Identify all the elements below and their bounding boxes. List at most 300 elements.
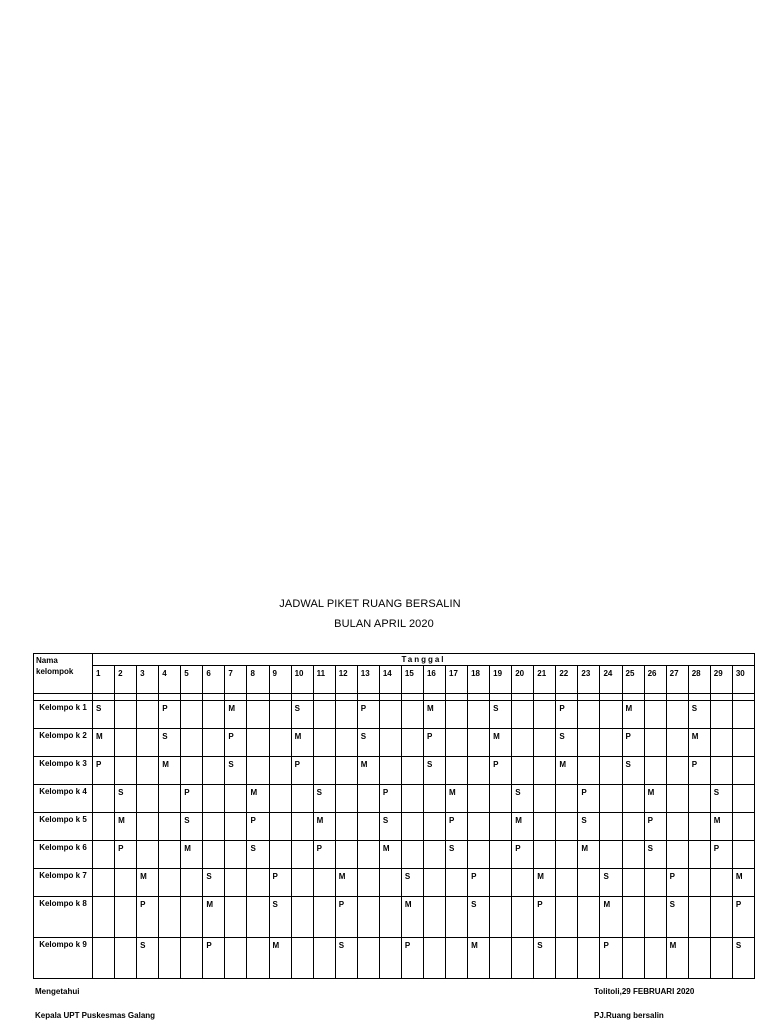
shift-cell [423, 869, 445, 897]
shift-cell [534, 701, 556, 729]
shift-cell [93, 938, 115, 979]
shift-cell [512, 729, 534, 757]
shift-cell [159, 897, 181, 938]
shift-cell [666, 757, 688, 785]
shift-cell [115, 757, 137, 785]
shift-cell: S [225, 757, 247, 785]
shift-cell [379, 897, 401, 938]
shift-cell [512, 757, 534, 785]
shift-cell [600, 841, 622, 869]
shift-cell: P [446, 813, 468, 841]
shift-cell [379, 701, 401, 729]
shift-cell [688, 897, 710, 938]
shift-cell: S [357, 729, 379, 757]
shift-cell: P [203, 938, 225, 979]
shift-cell [93, 813, 115, 841]
spacer-cell [247, 694, 269, 701]
shift-cell: M [556, 757, 578, 785]
shift-cell [137, 841, 159, 869]
shift-cell: P [732, 897, 754, 938]
shift-cell [666, 785, 688, 813]
day-header-19: 19 [490, 666, 512, 694]
spacer-cell [269, 694, 291, 701]
shift-cell [247, 729, 269, 757]
group-name: Kelompo k 3 [34, 757, 93, 785]
spacer-cell [644, 694, 666, 701]
shift-cell [468, 729, 490, 757]
shift-cell [446, 897, 468, 938]
shift-cell [181, 757, 203, 785]
spacer-cell [335, 694, 357, 701]
shift-cell [357, 897, 379, 938]
shift-cell: P [600, 938, 622, 979]
shift-cell: M [181, 841, 203, 869]
shift-cell: M [446, 785, 468, 813]
shift-cell: M [512, 813, 534, 841]
person-in-charge-label: PJ.Ruang bersalin [594, 1011, 664, 1020]
group-name: Kelompo k 6 [34, 841, 93, 869]
shift-cell: M [622, 701, 644, 729]
shift-cell [600, 785, 622, 813]
shift-cell: S [622, 757, 644, 785]
shift-cell [269, 785, 291, 813]
shift-cell: S [423, 757, 445, 785]
shift-cell [181, 897, 203, 938]
shift-cell [401, 701, 423, 729]
shift-cell [644, 757, 666, 785]
group-name: Kelompo k 5 [34, 813, 93, 841]
shift-cell: S [335, 938, 357, 979]
shift-cell [578, 897, 600, 938]
day-header-28: 28 [688, 666, 710, 694]
shift-cell [490, 897, 512, 938]
shift-cell [732, 757, 754, 785]
shift-cell [379, 869, 401, 897]
spacer-cell [666, 694, 688, 701]
shift-cell [732, 701, 754, 729]
shift-cell [710, 757, 732, 785]
group-row [34, 869, 755, 897]
spacer-cell [203, 694, 225, 701]
shift-cell [446, 729, 468, 757]
shift-cell: M [313, 813, 335, 841]
shift-cell [666, 729, 688, 757]
shift-cell [269, 729, 291, 757]
name-column-header: Nama kelompok [34, 654, 93, 694]
shift-cell: M [137, 869, 159, 897]
shift-cell: M [534, 869, 556, 897]
shift-cell [225, 813, 247, 841]
shift-cell [666, 841, 688, 869]
shift-cell [313, 729, 335, 757]
group-row [34, 701, 755, 729]
shift-cell [291, 785, 313, 813]
shift-cell: S [446, 841, 468, 869]
shift-cell [357, 785, 379, 813]
shift-cell: S [512, 785, 534, 813]
shift-cell [159, 785, 181, 813]
shift-cell: S [401, 869, 423, 897]
spacer-row [34, 694, 755, 701]
shift-cell: M [115, 813, 137, 841]
spacer-cell [291, 694, 313, 701]
day-header-22: 22 [556, 666, 578, 694]
shift-cell: M [357, 757, 379, 785]
shift-cell: P [512, 841, 534, 869]
shift-cell [291, 897, 313, 938]
shift-cell [622, 938, 644, 979]
spacer-cell [534, 694, 556, 701]
spacer-cell [181, 694, 203, 701]
shift-cell [203, 701, 225, 729]
day-header-27: 27 [666, 666, 688, 694]
spacer-cell [34, 694, 93, 701]
shift-cell [137, 785, 159, 813]
shift-cell [115, 701, 137, 729]
shift-cell [490, 841, 512, 869]
shift-cell: P [93, 757, 115, 785]
shift-cell [93, 785, 115, 813]
group-row [34, 938, 755, 979]
shift-cell [446, 757, 468, 785]
spacer-cell [401, 694, 423, 701]
group-row [34, 757, 755, 785]
shift-cell: M [269, 938, 291, 979]
shift-cell [666, 701, 688, 729]
shift-cell: M [710, 813, 732, 841]
shift-cell [203, 757, 225, 785]
shift-cell: P [379, 785, 401, 813]
shift-cell [335, 701, 357, 729]
shift-cell [468, 757, 490, 785]
shift-cell: M [468, 938, 490, 979]
shift-cell [115, 938, 137, 979]
shift-cell: S [313, 785, 335, 813]
shift-cell [247, 757, 269, 785]
day-header-21: 21 [534, 666, 556, 694]
shift-cell: P [159, 701, 181, 729]
shift-cell [688, 785, 710, 813]
shift-cell [512, 701, 534, 729]
shift-cell [269, 813, 291, 841]
shift-cell: S [115, 785, 137, 813]
shift-cell [732, 813, 754, 841]
day-header-8: 8 [247, 666, 269, 694]
shift-cell [446, 938, 468, 979]
shift-cell [181, 869, 203, 897]
shift-cell [181, 729, 203, 757]
spacer-cell [732, 694, 754, 701]
shift-cell [446, 701, 468, 729]
shift-cell [578, 757, 600, 785]
shift-cell [357, 813, 379, 841]
shift-cell [644, 869, 666, 897]
day-header-2: 2 [115, 666, 137, 694]
shift-cell [534, 813, 556, 841]
shift-cell [512, 938, 534, 979]
shift-cell [137, 729, 159, 757]
shift-cell [291, 869, 313, 897]
shift-cell: S [644, 841, 666, 869]
shift-cell [600, 729, 622, 757]
shift-cell [335, 729, 357, 757]
shift-cell [247, 897, 269, 938]
shift-cell [622, 897, 644, 938]
shift-cell [401, 757, 423, 785]
spacer-cell [357, 694, 379, 701]
day-header-1: 1 [93, 666, 115, 694]
spacer-cell [159, 694, 181, 701]
day-header-24: 24 [600, 666, 622, 694]
shift-cell [137, 757, 159, 785]
spacer-cell [225, 694, 247, 701]
shift-cell [600, 701, 622, 729]
shift-cell [644, 938, 666, 979]
shift-cell [357, 841, 379, 869]
shift-cell: P [291, 757, 313, 785]
day-header-4: 4 [159, 666, 181, 694]
page-subtitle: BULAN APRIL 2020 [334, 618, 434, 630]
shift-cell [93, 869, 115, 897]
shift-cell [423, 813, 445, 841]
shift-cell [578, 729, 600, 757]
shift-cell [732, 785, 754, 813]
shift-cell [203, 785, 225, 813]
shift-cell [225, 938, 247, 979]
shift-cell: P [644, 813, 666, 841]
shift-cell [578, 701, 600, 729]
shift-cell [115, 869, 137, 897]
day-header-25: 25 [622, 666, 644, 694]
day-header-30: 30 [732, 666, 754, 694]
shift-cell [137, 701, 159, 729]
shift-cell [490, 869, 512, 897]
shift-cell [732, 841, 754, 869]
shift-cell: S [578, 813, 600, 841]
shift-cell: M [379, 841, 401, 869]
shift-cell: P [490, 757, 512, 785]
shift-cell: S [247, 841, 269, 869]
group-name: Kelompo k 8 [34, 897, 93, 938]
shift-cell [644, 897, 666, 938]
shift-cell: S [137, 938, 159, 979]
shift-cell: P [269, 869, 291, 897]
shift-cell [247, 938, 269, 979]
day-header-6: 6 [203, 666, 225, 694]
shift-cell [423, 785, 445, 813]
spacer-cell [622, 694, 644, 701]
shift-cell: P [181, 785, 203, 813]
shift-cell [688, 841, 710, 869]
shift-cell [313, 701, 335, 729]
shift-cell [93, 897, 115, 938]
shift-cell: M [490, 729, 512, 757]
spacer-cell [379, 694, 401, 701]
shift-cell [313, 757, 335, 785]
shift-cell: M [291, 729, 313, 757]
shift-cell: S [159, 729, 181, 757]
shift-cell [335, 813, 357, 841]
shift-cell [159, 813, 181, 841]
shift-cell [379, 729, 401, 757]
group-row [34, 841, 755, 869]
group-name: Kelompo k 4 [34, 785, 93, 813]
shift-cell [468, 813, 490, 841]
shift-cell: P [666, 869, 688, 897]
shift-cell [247, 701, 269, 729]
spacer-cell [313, 694, 335, 701]
shift-cell [423, 841, 445, 869]
shift-cell [600, 813, 622, 841]
spacer-cell [688, 694, 710, 701]
shift-cell [181, 938, 203, 979]
day-header-7: 7 [225, 666, 247, 694]
shift-cell: S [203, 869, 225, 897]
shift-cell [468, 841, 490, 869]
acknowledged-label: Mengetahui [35, 987, 80, 996]
shift-cell [622, 813, 644, 841]
shift-cell: M [401, 897, 423, 938]
shift-cell [446, 869, 468, 897]
shift-cell [534, 757, 556, 785]
shift-cell: P [357, 701, 379, 729]
spacer-cell [468, 694, 490, 701]
shift-cell [313, 869, 335, 897]
shift-cell [423, 938, 445, 979]
shift-cell [225, 869, 247, 897]
shift-cell: M [578, 841, 600, 869]
day-header-10: 10 [291, 666, 313, 694]
shift-cell [313, 938, 335, 979]
shift-cell: S [710, 785, 732, 813]
shift-cell: P [225, 729, 247, 757]
shift-cell: S [291, 701, 313, 729]
shift-cell [622, 785, 644, 813]
shift-cell [578, 938, 600, 979]
day-header-3: 3 [137, 666, 159, 694]
shift-cell [556, 785, 578, 813]
day-header-row [34, 666, 755, 694]
shift-cell [181, 701, 203, 729]
group-name: Kelompo k 9 [34, 938, 93, 979]
shift-cell: P [468, 869, 490, 897]
day-header-5: 5 [181, 666, 203, 694]
shift-cell: S [269, 897, 291, 938]
shift-cell [225, 841, 247, 869]
schedule-table [33, 653, 755, 979]
shift-cell [423, 897, 445, 938]
shift-cell [688, 938, 710, 979]
day-header-15: 15 [401, 666, 423, 694]
shift-cell: S [732, 938, 754, 979]
shift-cell [269, 757, 291, 785]
shift-cell [644, 701, 666, 729]
day-header-14: 14 [379, 666, 401, 694]
shift-cell [159, 938, 181, 979]
group-row [34, 897, 755, 938]
shift-cell [335, 757, 357, 785]
shift-cell [269, 701, 291, 729]
shift-cell: M [247, 785, 269, 813]
shift-cell: P [423, 729, 445, 757]
shift-cell [291, 841, 313, 869]
date-column-header: Tanggal [93, 654, 755, 666]
spacer-cell [115, 694, 137, 701]
shift-cell [490, 785, 512, 813]
shift-cell [622, 841, 644, 869]
shift-cell: P [401, 938, 423, 979]
spacer-cell [556, 694, 578, 701]
spacer-cell [512, 694, 534, 701]
shift-cell: M [732, 869, 754, 897]
spacer-cell [137, 694, 159, 701]
shift-cell [688, 813, 710, 841]
spacer-cell [93, 694, 115, 701]
shift-cell [534, 729, 556, 757]
shift-cell [269, 841, 291, 869]
shift-cell [335, 785, 357, 813]
shift-cell [203, 841, 225, 869]
shift-cell: M [688, 729, 710, 757]
page-title: JADWAL PIKET RUANG BERSALIN [279, 598, 461, 610]
shift-cell: S [600, 869, 622, 897]
group-name: Kelompo k 2 [34, 729, 93, 757]
shift-cell [313, 897, 335, 938]
shift-cell [159, 869, 181, 897]
spacer-cell [446, 694, 468, 701]
head-of-puskesmas-label: Kepala UPT Puskesmas Galang [35, 1011, 156, 1020]
shift-cell [93, 841, 115, 869]
shift-cell [644, 729, 666, 757]
shift-cell: S [556, 729, 578, 757]
spacer-cell [578, 694, 600, 701]
shift-cell [622, 869, 644, 897]
shift-cell: P [534, 897, 556, 938]
schedule-body [34, 694, 755, 979]
shift-cell [357, 869, 379, 897]
shift-cell [490, 813, 512, 841]
spacer-cell [600, 694, 622, 701]
shift-cell: S [666, 897, 688, 938]
shift-cell [379, 757, 401, 785]
shift-cell [512, 869, 534, 897]
group-name: Kelompo k 1 [34, 701, 93, 729]
day-header-16: 16 [423, 666, 445, 694]
day-header-29: 29 [710, 666, 732, 694]
shift-cell: P [247, 813, 269, 841]
shift-cell [115, 897, 137, 938]
day-header-12: 12 [335, 666, 357, 694]
shift-cell: P [710, 841, 732, 869]
shift-cell [556, 938, 578, 979]
shift-cell [247, 869, 269, 897]
shift-cell [710, 938, 732, 979]
spacer-cell [710, 694, 732, 701]
shift-cell [556, 813, 578, 841]
shift-cell [401, 813, 423, 841]
shift-cell: S [490, 701, 512, 729]
shift-cell [468, 701, 490, 729]
shift-cell [710, 897, 732, 938]
shift-cell [203, 729, 225, 757]
shift-cell [534, 785, 556, 813]
place-date-label: Tolitoli,29 FEBRUARI 2020 [594, 987, 695, 996]
shift-cell: M [666, 938, 688, 979]
shift-cell [710, 701, 732, 729]
day-header-18: 18 [468, 666, 490, 694]
shift-cell [710, 869, 732, 897]
shift-cell [468, 785, 490, 813]
